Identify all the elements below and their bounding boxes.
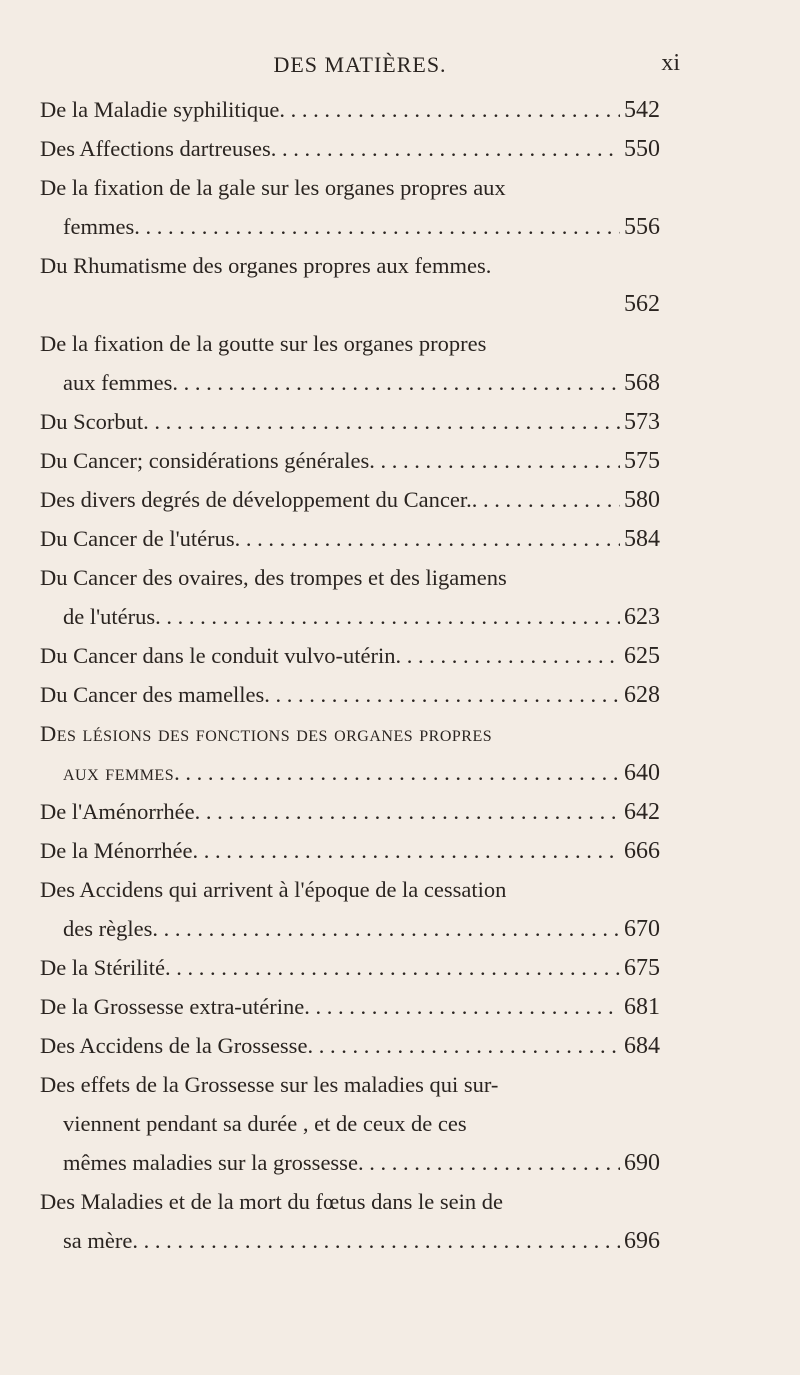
entry-title: De la Stérilité [40,955,165,980]
toc-line [40,792,660,831]
entry-page-number: 690 [624,1150,660,1176]
toc-entry [40,441,660,480]
toc-entry [40,948,660,987]
dot-leader [271,129,620,168]
toc-line [40,519,660,558]
toc-line [40,870,660,909]
dot-leader [235,519,620,558]
toc-entry [40,714,660,792]
entry-title: Des Affections dartreuses [40,136,271,161]
dot-leader [152,909,620,948]
toc-entry [40,1182,660,1260]
dot-leader [472,480,620,519]
toc-line [40,207,660,246]
entry-title: de l'utérus [63,604,156,629]
dot-leader [192,831,620,870]
dot-leader [396,636,620,675]
dot-leader [369,441,620,480]
entry-page-number: 556 [624,214,660,240]
toc-line [40,714,660,753]
entry-page-number: 623 [624,604,660,630]
dot-leader [134,207,620,246]
toc-line [40,1182,660,1221]
entry-page-number: 670 [624,916,660,942]
dot-leader [279,90,620,129]
toc-line [40,1065,660,1104]
dot-leader [195,792,620,831]
entry-title: De la Maladie syphilitique [40,97,280,122]
toc-line [40,1104,660,1143]
toc-entry [40,246,660,324]
entry-page-number: 584 [624,526,660,552]
toc-line [40,1221,660,1260]
header-title: DES MATIÈRES. [273,52,447,77]
entry-title: Des lésions des fonctions des organes propres [40,721,493,746]
entry-page-number: 681 [624,994,660,1020]
toc-line [40,987,660,1026]
toc-entry [40,480,660,519]
dot-leader [264,675,620,714]
toc-line [40,129,660,168]
toc-entry [40,519,660,558]
entry-title: Des Accidens qui arrivent à l'époque de la cessation [40,877,507,902]
dot-leader [132,1221,620,1260]
entry-title: mêmes maladies sur la grossesse [63,1150,358,1175]
toc-line [40,1143,660,1182]
entry-title: Du Cancer de l'utérus [40,526,235,551]
entry-page-number: 575 [624,448,660,474]
entry-title: Du Rhumatisme des organes propres aux femmes. [40,253,492,278]
toc-entry [40,870,660,948]
entry-page-number: 568 [624,370,660,396]
toc-line [40,363,660,402]
running-header [40,48,680,88]
entry-title: De la Grossesse extra-utérine [40,994,305,1019]
entry-title: Des Maladies et de la mort du fœtus dans le sein de [40,1189,504,1214]
toc-entry [40,90,660,129]
entry-title: Des Accidens de la Grossesse [40,1033,308,1058]
header-page-number: xi [661,50,680,76]
dot-leader [307,1026,620,1065]
toc-line [40,402,660,441]
entry-page-number: 542 [624,97,660,123]
dot-leader [155,597,620,636]
toc-line [40,831,660,870]
toc-line [40,1026,660,1065]
entry-page-number: 625 [624,643,660,669]
toc-line [40,90,660,129]
entry-title: De la fixation de la gale sur les organes propres aux [40,175,506,200]
toc-line [40,636,660,675]
toc-line [40,441,660,480]
table-of-contents [40,90,660,1260]
dot-leader [304,987,620,1026]
toc-line [40,948,660,987]
entry-title: Du Cancer dans le conduit vulvo-utérin [40,643,396,668]
toc-entry [40,129,660,168]
toc-entry [40,792,660,831]
dot-leader [358,1143,620,1182]
entry-title: sa mère [63,1228,133,1253]
entry-title: Du Cancer des ovaires, des trompes et des ligamens [40,565,507,590]
entry-title: viennent pendant sa durée , et de ceux de ces [63,1111,467,1136]
toc-entry [40,324,660,402]
dot-leader [143,402,620,441]
toc-line [40,246,660,285]
toc-line [40,753,660,792]
entry-page-number: 675 [624,955,660,981]
entry-title: aux femmes [63,370,173,395]
toc-line [40,597,660,636]
toc-entry [40,1026,660,1065]
toc-line [40,675,660,714]
toc-line [40,480,660,519]
entry-page-number: 642 [624,799,660,825]
entry-title: De la fixation de la goutte sur les organes propres [40,331,487,356]
toc-line [40,558,660,597]
dot-leader [174,753,620,792]
entry-title: Du Scorbut [40,409,144,434]
dot-leader [172,363,620,402]
toc-entry [40,987,660,1026]
entry-title: Des divers degrés de développement du Cancer. [40,487,472,512]
entry-page-number: 580 [624,487,660,513]
entry-title: Des effets de la Grossesse sur les maladies qui sur- [40,1072,499,1097]
entry-page-number: 666 [624,838,660,864]
toc-entry [40,1065,660,1182]
entry-page-number: 562 [624,291,660,317]
entry-page-number: 640 [624,760,660,786]
toc-entry [40,402,660,441]
entry-page-number: 696 [624,1228,660,1254]
entry-page-number: 573 [624,409,660,435]
entry-page-number: 684 [624,1033,660,1059]
entry-title: De l'Aménorrhée [40,799,195,824]
toc-entry [40,831,660,870]
toc-entry [40,636,660,675]
toc-entry [40,675,660,714]
toc-entry [40,168,660,246]
entry-title: femmes [63,214,135,239]
toc-line [40,909,660,948]
toc-entry [40,558,660,636]
dot-leader [165,948,620,987]
entry-title: Du Cancer des mamelles [40,682,265,707]
entry-page-number: 550 [624,136,660,162]
toc-line [40,324,660,363]
entry-title: Du Cancer; considérations générales [40,448,370,473]
entry-page-number: 628 [624,682,660,708]
entry-title: aux femmes [63,760,175,785]
toc-line [40,285,660,324]
entry-title: De la Ménorrhée [40,838,193,863]
toc-line [40,168,660,207]
entry-title: des règles [63,916,153,941]
